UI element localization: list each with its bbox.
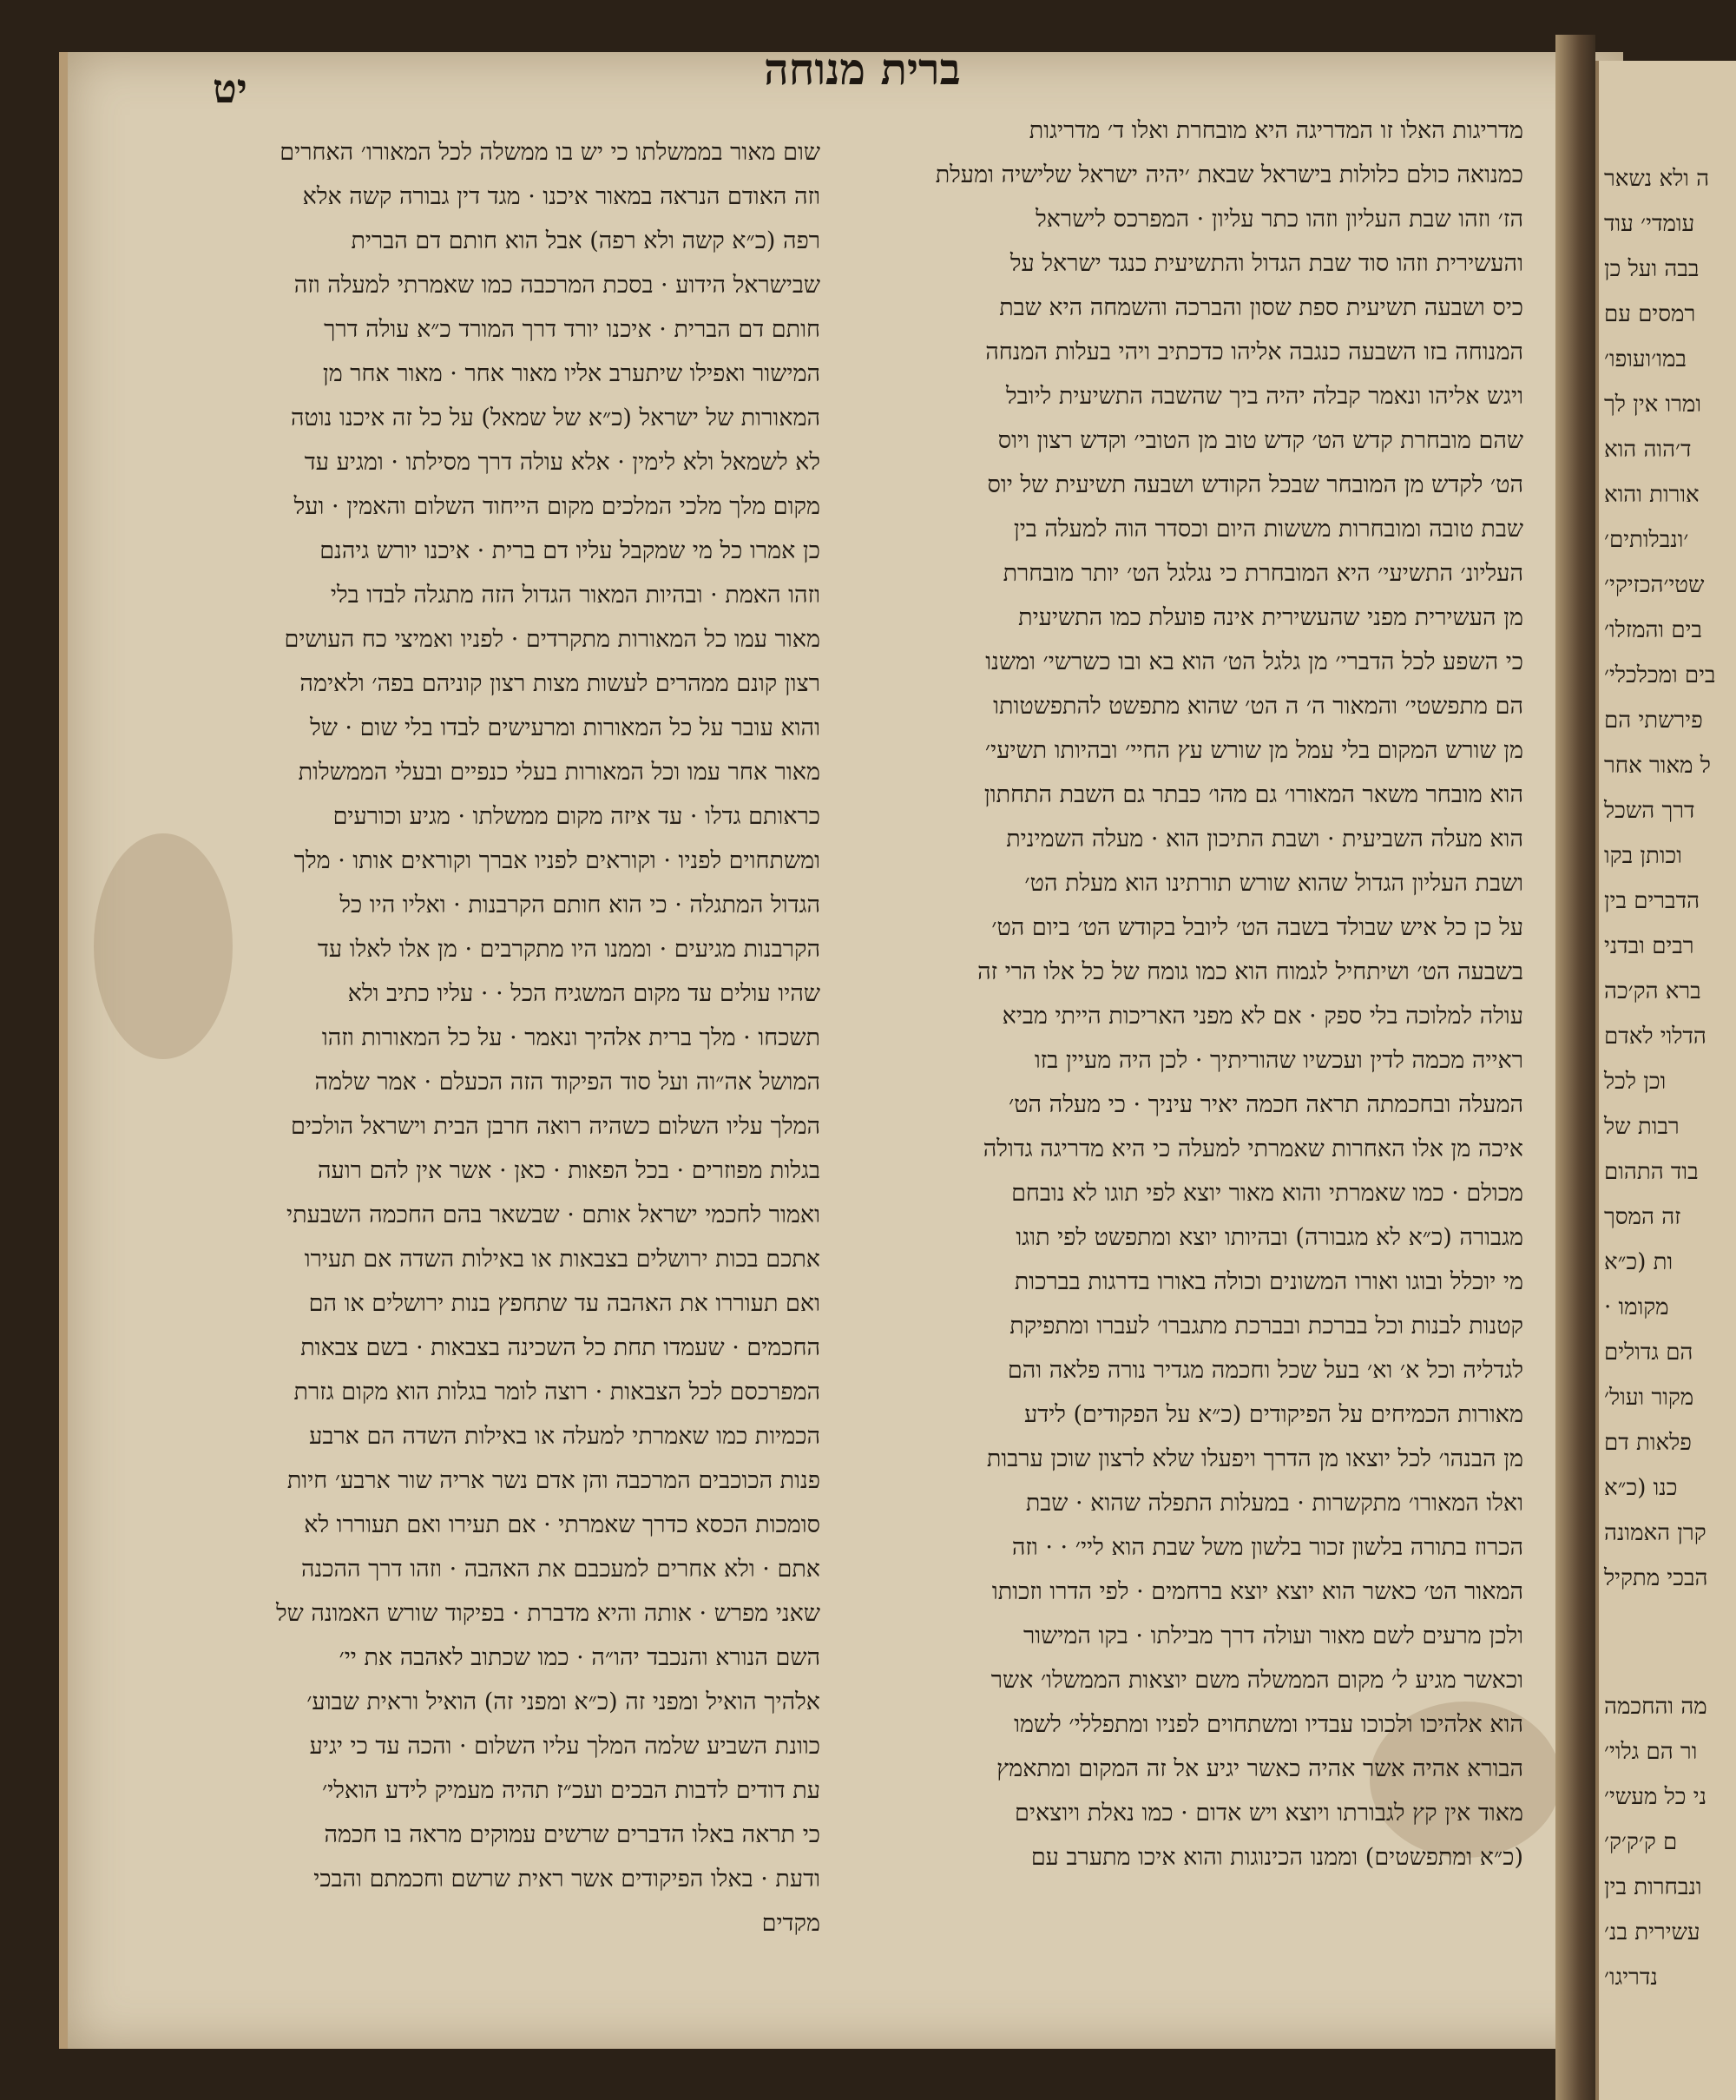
- text-line: מקום מלך מלכי המלכים מקום הייחוד השלום והאמין · ועל: [293, 493, 820, 520]
- text-line: הז׳ וזהו שבת העליון וזהו כתר עליון · המפרכס לישראל: [1036, 206, 1523, 233]
- text-line: ואמור לחכמי ישראל אותם · שבשאר בהם החכמה השבעתי: [286, 1201, 820, 1228]
- text-line: בגלות מפוזרים · בכל הפאות · כאן · אשר אין להם רועה: [318, 1157, 820, 1184]
- text-line: ומרו אין לך: [1604, 392, 1701, 418]
- text-line: הגדול המתגלה · כי הוא חותם הקרבנות · ואליו היו כל: [339, 892, 820, 918]
- text-line: עשירית בנ׳: [1604, 1919, 1700, 1945]
- text-line: עת דודים לדבות הבכים ועכ״ז תהיה מעמיק לידע הואלי׳: [321, 1777, 820, 1804]
- text-line: ויגש אליהו ונאמר קבלה יהיה ביך שהשבה התשיעית ליובל: [1006, 383, 1523, 410]
- text-line: סומכות הכסא כדרך שאמרתי · אם תעירו ואם תעוררו לא: [304, 1511, 820, 1538]
- text-line: מקור ועול׳: [1604, 1385, 1694, 1411]
- text-line: ה ולא נשאר: [1604, 166, 1710, 192]
- text-line: הוא מובחר משאר המאורו׳ גם מהו׳ כבתר גם השבת התחתון: [983, 781, 1523, 808]
- text-line: וכותן בקו: [1604, 843, 1682, 869]
- text-line: כיס ושבעה תשיעית ספת שסון והברכה והשמחה היא שבת: [999, 294, 1523, 321]
- text-line: המאור הט׳ כאשר הוא יוצא יוצא ברחמים · לפי הדרו וזכותו: [991, 1578, 1523, 1605]
- folio-number: יט: [213, 65, 247, 112]
- text-line: שבת טובה ומובחרות מששות היום וכסדר הוה למעלה בין: [1013, 516, 1523, 543]
- facing-page-upper-text: [1599, 156, 1729, 1601]
- text-line: מן העשירית מפני שהעשירית אינה פועלת כמו התשיעית: [1018, 604, 1523, 631]
- text-line: ל מאור אחר: [1604, 753, 1711, 779]
- text-line: ראייה מכמה לדין ועכשיו שהוריתיך · לכן היה מעיין בזו: [1034, 1047, 1523, 1074]
- text-line: הבכי מתקיל: [1604, 1565, 1708, 1591]
- text-line: מאור אחר עמו וכל המאורות בעלי כנפיים ובעלי הממשלות: [298, 759, 820, 786]
- text-line: איכה מן אלו האחרות שאמרתי למעלה כי היא מדריגה גדולה: [983, 1136, 1523, 1162]
- text-line: שטי׳הכזיקי׳: [1604, 572, 1705, 598]
- text-line: ונבחרות בין: [1604, 1874, 1702, 1900]
- text-line: בים והמזלו׳: [1604, 617, 1702, 643]
- text-line: המושל אה״וה ועל סוד הפיקוד הזה הכעלם · אמר שלמה: [314, 1069, 820, 1096]
- text-line: הקרבנות מגיעים · וממנו היו מתקרבים · מן אלו לאלו עד: [317, 936, 820, 963]
- text-line: ודעת · באלו הפיקודים אשר ראית שרשם וחכמתם והבכי: [313, 1866, 820, 1893]
- text-line: הכרוז בתורה בלשון זכור בלשון משל שבת הוא ליי׳ · · וזה: [1011, 1534, 1523, 1561]
- text-line: הט׳ לקדש מן המובחר שבכל הקודש ושבעה תשיעית של יוס: [987, 471, 1523, 498]
- text-line: אלהיך הואיל ומפני זה (כ״א ומפני זה) הואיל וראית שבוע׳: [306, 1689, 820, 1715]
- text-line: פירשתי הם: [1604, 708, 1703, 734]
- text-line: בשבעה הט׳ ושיתחיל לגמוח הוא כמו גומח של כל אלו הרי זה: [977, 958, 1523, 985]
- text-line: פנות הכוכבים המרכבה והן אדם נשר אריה שור ארבע׳ חיות: [286, 1467, 820, 1494]
- text-line: והוא עובר על כל המאורות ומרעישים לבדו בלי שום · של: [310, 714, 820, 741]
- text-line: בים ומכלכלי׳: [1604, 662, 1716, 688]
- text-line: שהם מובחרת קדש הט׳ קדש טוב מן הטובי׳ וקדש רצון ויוס: [997, 427, 1523, 454]
- text-line: לא לשמאל ולא לימין · אלא עולה דרך מסילתו · ומגיע עד: [304, 449, 820, 476]
- text-line: מי יוכלל ובוגו ואורו המשונים וכולה באורו בדרגות בברכות: [1014, 1268, 1523, 1295]
- text-line: כראותם גדלו · עד איזה מקום ממשלתו · מגיע וכורעים: [332, 803, 820, 830]
- text-line: הבורא אהיה אשר אהיה כאשר יגיע אל זה המקום ומתאמץ: [996, 1755, 1523, 1782]
- text-line: ד׳הוה הוא: [1604, 437, 1692, 463]
- text-line: והעשירית וזהו סוד שבת הגדול והתשיעית כנגד ישראל על: [1009, 250, 1523, 277]
- text-line: עומדי׳ עוד: [1604, 211, 1695, 237]
- text-line: כנו (כ״א: [1604, 1475, 1678, 1501]
- text-line: רפה (כ״א קשה ולא רפה) אבל הוא חותם דם הברית: [351, 227, 820, 254]
- text-line: שהיו עולים עד מקום המשגיח הכל · · עליו כתיב ולא: [347, 980, 820, 1007]
- text-line: כי תראה באלו הדברים שרשים עמוקים מראה בו חכמה: [324, 1821, 820, 1848]
- text-line: ם ק׳ק׳ק׳: [1604, 1829, 1678, 1855]
- text-line: המלך עליו השלום כשהיה רואה חרבן הבית וישראל הולכים: [291, 1113, 820, 1140]
- text-line: במו׳ועופו׳: [1604, 346, 1687, 372]
- text-line: קטנות לבנות וכל בברכת ובברכת מתגברו׳ לעברו ומתפיקת: [1009, 1313, 1523, 1340]
- text-line: בוד התהום: [1604, 1159, 1699, 1185]
- text-line: המישור ואפילו שיתערב אליו מאור אחר · מאור אחר מן: [322, 360, 820, 387]
- text-line: אתם · ולא אחרים למעכבם את האהבה · וזהו דרך ההכנה: [300, 1556, 820, 1583]
- text-line: מה והחכמה: [1604, 1694, 1707, 1720]
- text-line: כן אמרו כל מי שמקבל עליו דם ברית · איכנו יורש גיהנם: [319, 537, 820, 564]
- text-line: רבים ובדני: [1604, 933, 1694, 959]
- text-line: הדברים בין: [1604, 888, 1700, 914]
- text-line: מקומו ·: [1604, 1294, 1669, 1320]
- text-line: חותם דם הברית · איכנו יורד דרך המורד כ״א עולה דרך: [324, 316, 820, 343]
- text-line: כמנואה כולם כלולות בישראל שבאת ׳יהיה ישראל שלישיה ומעלת: [935, 161, 1523, 188]
- text-line: וזה האודם הנראה במאור איכנו · מגד דין גבורה קשה אלא: [302, 183, 820, 210]
- text-column-right: [855, 109, 1523, 1879]
- text-line: ולכן מרעים לשם מאור ועולה דרך מבילתו · בקו המישור: [1023, 1623, 1523, 1649]
- text-line: על כן כל איש שבולד בשבה הט׳ ליובל בקודש הט׳ ביום הט׳: [991, 914, 1523, 941]
- text-line: העליונ׳ התשיעי׳ היא המובחרת כי נגלגל הט׳ יותר מובחרת: [1003, 560, 1523, 587]
- text-line: ׳ונבלותים׳: [1604, 527, 1689, 553]
- text-line: המאורות של ישראל (כ״א של שמאל) על כל זה איכנו נוטה: [290, 405, 820, 431]
- text-line: כי השפע לכל הדברי׳ מן גלגל הט׳ הוא בא ובו כשרשי׳ ומשנו: [985, 648, 1523, 675]
- text-line: רצון קונם ממהרים לעשות מצות רצון קוניהם בפה׳ ולאימה: [299, 670, 820, 697]
- text-line: מדריגות האלו זו המדריגה היא מובחרת ואלו ד׳ מדריגות: [1029, 117, 1523, 144]
- facing-page: [1595, 61, 1736, 2100]
- facing-page-lower-text: [1599, 1684, 1729, 2000]
- text-line: ור הם גלוי׳: [1604, 1739, 1698, 1765]
- text-line: ברא הק׳כה: [1604, 978, 1701, 1004]
- text-line: מגבורה (כ״א לא מגבורה) ובהיותו יוצא ומתפשט לפי תוגו: [1016, 1224, 1523, 1251]
- text-line: הם מתפשטי׳ והמאור ה׳ ה הט׳ שהוא מתפשט להתפשטותו: [993, 693, 1523, 720]
- text-line: מן הבנהו׳ לכל יוצאו מן הדרך ויפעלו שלא לרצון שוכן ערבות: [986, 1445, 1523, 1472]
- text-line: קרן האמונה: [1604, 1520, 1706, 1546]
- text-line: שום מאור בממשלתו כי יש בו ממשלה לכל המאורו׳ האחרים: [279, 139, 820, 166]
- text-line: רבות של: [1604, 1114, 1680, 1140]
- text-line: וכן לכל: [1604, 1069, 1667, 1095]
- running-title: ברית מנוחה: [764, 43, 961, 95]
- text-line: לגדליה וכל א׳ וא׳ בעל שכל וחכמה מגדיר נורה פלאה והם: [1007, 1357, 1523, 1384]
- book-gutter: [1555, 35, 1595, 2100]
- text-line: ומשתחוים לפניו · וקוראים לפניו אברך וקוראים אותו · מלך: [293, 847, 820, 874]
- text-line: זה המסך: [1604, 1204, 1681, 1230]
- text-line: ות (כ״א: [1604, 1249, 1674, 1275]
- text-line: (כ״א ומתפשטים) וממנו הכינוגות והוא איכו מתערב עם: [1030, 1844, 1523, 1871]
- text-line: הכמיות כמו שאמרתי למעלה או באילות השדה הם ארבע: [309, 1423, 820, 1450]
- text-line: מאוד אין קץ לגבורתו ויוצא ויש אדום · כמו נאלת ויוצאים: [1015, 1800, 1523, 1827]
- text-line: הוא אלהיכו ולכוכו עבדיו ומשתחוים לפניו ומתפללי׳ לשמו: [1014, 1711, 1523, 1738]
- text-line: מאור עמו כל המאורות מתקרדים · לפניו ואמיצי כח העושים: [284, 626, 820, 653]
- text-line: תשכחו · מלך ברית אלהיך ונאמר · על כל המאורות וזהו: [321, 1024, 820, 1051]
- text-line: וזהו האמת · ובהיות המאור הגדול הזה מתגלה לבדו בלי: [330, 582, 820, 609]
- text-line: כוונת השביע שלמה המלך עליו השלום · והכה עד כי יגיע: [309, 1733, 820, 1760]
- text-line: ואם תעוררו את האהבה עד שתחפץ בנות ירושלים או הם: [308, 1290, 820, 1317]
- text-line: החכמים · שעמדו תחת כל השכינה בצבאות · בשם צבאות: [300, 1334, 820, 1361]
- text-line: עולה למלוכה בלי ספק · אם לא מפני האריכות הייתי מביא: [1002, 1003, 1523, 1030]
- text-line: ושבת העליון הגדול שהוא שורש תורתינו הוא מעלת הט׳: [1024, 870, 1523, 897]
- text-line: שאני מפרש · אותה והיא מדברת · בפיקוד שורש האמונה של: [276, 1600, 820, 1627]
- text-line: וכאשר מגיע ל׳ מקום הממשלה משם יוצאות הממשלו׳ אשר: [990, 1667, 1523, 1694]
- text-line: שבישראל הידוע · בסכת המרכבה כמו שאמרתי למעלה וזה: [293, 272, 820, 299]
- text-line: אורות והוא: [1604, 482, 1700, 508]
- text-line: מאורות הכמיחים על הפיקודים (כ״א על הפקודים) לידע: [1023, 1401, 1523, 1428]
- text-line: פלאות דם: [1604, 1430, 1692, 1456]
- text-line: מכולם · כמו שאמרתי והוא מאור יוצא לפי תוגו לא נובחם: [1011, 1180, 1523, 1207]
- text-line: בבה ועל כן: [1604, 256, 1700, 282]
- text-line: הוא מעלה השביעית · ושבת התיכון הוא · מעלה השמינית: [1006, 826, 1523, 853]
- text-line: רמסים עם: [1604, 301, 1696, 327]
- text-line: אתכם בכות ירושלים בצבאות או באילות השדה אם תעירו: [304, 1246, 820, 1273]
- text-line: הם גדולים: [1604, 1340, 1693, 1366]
- text-line: מקדים: [761, 1910, 820, 1937]
- text-line: ני כל מעשי׳: [1604, 1784, 1707, 1810]
- text-line: נדריגו׳: [1604, 1965, 1658, 1991]
- text-line: המנוחה בזו השבעה כנגבה אליהו כדכתיב ויהי בעלות המנחה: [985, 339, 1523, 365]
- text-line: השם הנורא והנכבד יהו״ה · כמו שכתוב לאהבה את יי׳: [339, 1644, 820, 1671]
- text-line: המעלה ובחכמתה תראה חכמה יאיר עיניך · כי מעלה הט׳: [1009, 1091, 1523, 1118]
- text-column-left: [187, 130, 820, 1945]
- text-line: דרך השכל: [1604, 798, 1695, 824]
- text-line: ואלו המאורו׳ מתקשרות · במעלות התפלה שהוא · שבת: [1025, 1490, 1523, 1517]
- text-line: הדלוי לאדם: [1604, 1024, 1706, 1050]
- text-line: המפרכסם לכל הצבאות · רוצה לומר בגלות הוא מקום גזרת: [293, 1379, 820, 1405]
- text-line: מן שורש המקום בלי עמל מן שורש עץ החיי׳ ובהיותו תשיעי׳: [984, 737, 1523, 764]
